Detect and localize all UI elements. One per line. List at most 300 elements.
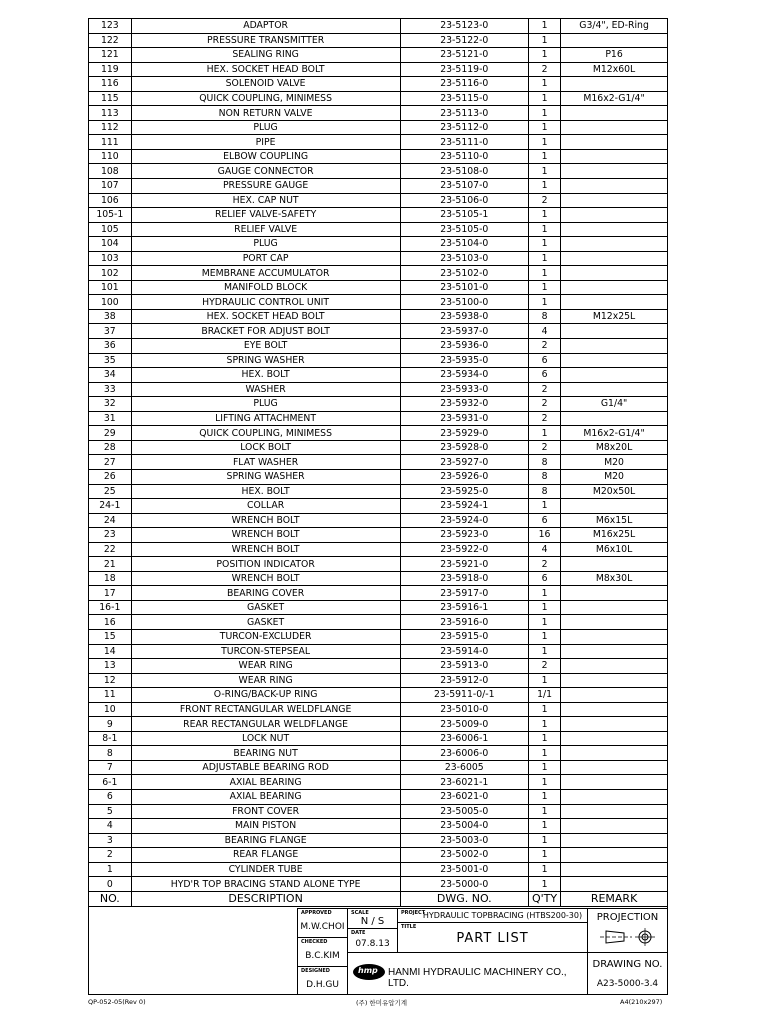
table-row	[89, 600, 667, 615]
cell-no: 21	[89, 557, 131, 572]
cell-dwg: 23-5113-0	[400, 106, 528, 121]
cell-remark	[561, 848, 667, 863]
table-row	[89, 484, 667, 499]
cell-remark	[561, 179, 667, 194]
cell-remark	[561, 775, 667, 790]
cell-no: 1	[89, 862, 131, 877]
cell-desc: NON RETURN VALVE	[131, 106, 400, 121]
cell-qty: 1	[529, 644, 561, 659]
cell-dwg: 23-5916-0	[400, 615, 528, 630]
cell-remark	[561, 499, 667, 514]
cell-no: 26	[89, 469, 131, 484]
cell-qty: 1	[529, 586, 561, 601]
cell-qty: 8	[529, 469, 561, 484]
cell-desc: TURCON-STEPSEAL	[131, 644, 400, 659]
cell-qty: 1	[529, 106, 561, 121]
cell-remark: M6x10L	[561, 542, 667, 557]
table-row	[89, 77, 667, 92]
cell-desc: TURCON-EXCLUDER	[131, 629, 400, 644]
cell-dwg: 23-5112-0	[400, 120, 528, 135]
cell-dwg: 23-5116-0	[400, 77, 528, 92]
cell-no: 4	[89, 819, 131, 834]
cell-desc: PLUG	[131, 397, 400, 412]
cell-desc: HEX. SOCKET HEAD BOLT	[131, 309, 400, 324]
cell-no: 100	[89, 295, 131, 310]
cell-no: 106	[89, 193, 131, 208]
cell-dwg: 23-5009-0	[400, 717, 528, 732]
table-row	[89, 324, 667, 339]
table-row	[89, 48, 667, 63]
cell-qty: 1	[529, 135, 561, 150]
cell-remark	[561, 77, 667, 92]
table-row	[89, 673, 667, 688]
cell-dwg: 23-5937-0	[400, 324, 528, 339]
table-row	[89, 62, 667, 77]
cell-remark: M12x25L	[561, 309, 667, 324]
cell-dwg: 23-5102-0	[400, 266, 528, 281]
cell-dwg: 23-5932-0	[400, 397, 528, 412]
cell-dwg: 23-5931-0	[400, 411, 528, 426]
cell-remark	[561, 222, 667, 237]
cell-desc: ELBOW COUPLING	[131, 149, 400, 164]
header-no: NO.	[89, 891, 131, 906]
table-row	[89, 135, 667, 150]
company-name: HANMI HYDRAULIC MACHINERY CO., LTD.	[388, 967, 567, 989]
cell-qty: 8	[529, 309, 561, 324]
table-row	[89, 426, 667, 441]
cell-dwg: 23-5927-0	[400, 455, 528, 470]
cell-desc: SPRING WASHER	[131, 353, 400, 368]
cell-desc: REAR FLANGE	[131, 848, 400, 863]
cell-desc: PRESSURE TRANSMITTER	[131, 33, 400, 48]
cell-qty: 6	[529, 571, 561, 586]
cell-no: 16	[89, 615, 131, 630]
cell-qty: 1	[529, 789, 561, 804]
cell-qty: 1	[529, 629, 561, 644]
date-cell: DATE 07.8.13	[347, 928, 397, 952]
table-row	[89, 877, 667, 892]
cell-no: 11	[89, 688, 131, 703]
cell-dwg: 23-5934-0	[400, 368, 528, 383]
cell-remark	[561, 819, 667, 834]
cell-desc: BEARING FLANGE	[131, 833, 400, 848]
title-cell: TITLE PART LIST	[397, 922, 587, 952]
drawing-no-cell	[587, 952, 667, 994]
cell-dwg: 23-5915-0	[400, 629, 528, 644]
cell-remark	[561, 149, 667, 164]
drawing-no-label: DRAWING NO.	[592, 959, 663, 970]
company-korean: (주) 한미유압기계	[356, 999, 408, 1007]
cell-remark: M20x50L	[561, 484, 667, 499]
cell-no: 35	[89, 353, 131, 368]
table-row	[89, 789, 667, 804]
cell-dwg: 23-5911-0/-1	[400, 688, 528, 703]
cell-remark: M8x20L	[561, 440, 667, 455]
table-row	[89, 746, 667, 761]
table-row	[89, 295, 667, 310]
cell-dwg: 23-6006-0	[400, 746, 528, 761]
cell-qty: 1	[529, 77, 561, 92]
projection-label: PROJECTION	[596, 912, 659, 923]
cell-desc: HEX. BOLT	[131, 484, 400, 499]
cell-desc: WEAR RING	[131, 673, 400, 688]
table-row	[89, 760, 667, 775]
paper-size: A4(210x297)	[620, 998, 663, 1006]
table-row	[89, 819, 667, 834]
cell-desc: HYD'R TOP BRACING STAND ALONE TYPE	[131, 877, 400, 892]
cell-dwg: 23-5105-0	[400, 222, 528, 237]
table-row	[89, 164, 667, 179]
cell-remark: M12x60L	[561, 62, 667, 77]
cell-dwg: 23-5100-0	[400, 295, 528, 310]
cell-dwg: 23-5122-0	[400, 33, 528, 48]
cell-remark: G1/4"	[561, 397, 667, 412]
project-value: HYDRAULIC TOPBRACING (HTBS200-30)	[422, 911, 583, 920]
cell-desc: PIPE	[131, 135, 400, 150]
cell-remark	[561, 368, 667, 383]
cell-no: 121	[89, 48, 131, 63]
table-row	[89, 731, 667, 746]
header-qty: Q'TY	[529, 891, 561, 906]
table-row	[89, 397, 667, 412]
table-row	[89, 615, 667, 630]
cell-remark: M20	[561, 469, 667, 484]
cell-remark	[561, 33, 667, 48]
cell-no: 29	[89, 426, 131, 441]
cell-desc: WRENCH BOLT	[131, 528, 400, 543]
cell-no: 2	[89, 848, 131, 863]
table-row	[89, 804, 667, 819]
cell-no: 32	[89, 397, 131, 412]
cell-remark	[561, 746, 667, 761]
cell-qty: 6	[529, 368, 561, 383]
cell-no: 38	[89, 309, 131, 324]
cell-desc: PLUG	[131, 120, 400, 135]
projection-symbol-icon	[598, 927, 660, 947]
date-value: 07.8.13	[355, 939, 390, 949]
cell-dwg: 23-5104-0	[400, 237, 528, 252]
cell-dwg: 23-5103-0	[400, 251, 528, 266]
cell-qty: 2	[529, 62, 561, 77]
cell-no: 113	[89, 106, 131, 121]
table-row	[89, 106, 667, 121]
table-row	[89, 688, 667, 703]
table-row	[89, 775, 667, 790]
cell-dwg: 23-5004-0	[400, 819, 528, 834]
table-row	[89, 717, 667, 732]
cell-no: 37	[89, 324, 131, 339]
cell-remark	[561, 557, 667, 572]
cell-dwg: 23-5918-0	[400, 571, 528, 586]
checked-cell: CHECKED B.C.KIM	[297, 937, 347, 966]
cell-no: 7	[89, 760, 131, 775]
cell-no: 6	[89, 789, 131, 804]
form-code: QP-052-05(Rev 0)	[88, 998, 146, 1006]
cell-desc: WRENCH BOLT	[131, 542, 400, 557]
cell-remark: M8x30L	[561, 571, 667, 586]
cell-desc: WRENCH BOLT	[131, 513, 400, 528]
cell-qty: 2	[529, 440, 561, 455]
table-row	[89, 368, 667, 383]
table-row	[89, 91, 667, 106]
table-row	[89, 309, 667, 324]
cell-no: 34	[89, 368, 131, 383]
cell-desc: SOLENOID VALVE	[131, 77, 400, 92]
cell-dwg: 23-5921-0	[400, 557, 528, 572]
cell-no: 8	[89, 746, 131, 761]
cell-dwg: 23-5106-0	[400, 193, 528, 208]
cell-qty: 1	[529, 673, 561, 688]
cell-desc: AXIAL BEARING	[131, 775, 400, 790]
cell-remark	[561, 193, 667, 208]
cell-desc: HYDRAULIC CONTROL UNIT	[131, 295, 400, 310]
parts-table	[89, 19, 667, 907]
cell-qty: 1	[529, 33, 561, 48]
cell-dwg: 23-5108-0	[400, 164, 528, 179]
table-row	[89, 862, 667, 877]
cell-remark	[561, 324, 667, 339]
cell-qty: 1	[529, 819, 561, 834]
cell-dwg: 23-5914-0	[400, 644, 528, 659]
cell-no: 24-1	[89, 499, 131, 514]
cell-qty: 2	[529, 339, 561, 354]
cell-dwg: 23-5913-0	[400, 659, 528, 674]
cell-dwg: 23-6021-0	[400, 789, 528, 804]
cell-no: 102	[89, 266, 131, 281]
cell-dwg: 23-5935-0	[400, 353, 528, 368]
cell-no: 33	[89, 382, 131, 397]
cell-qty: 1	[529, 760, 561, 775]
cell-no: 14	[89, 644, 131, 659]
cell-no: 112	[89, 120, 131, 135]
cell-dwg: 23-5933-0	[400, 382, 528, 397]
table-row	[89, 440, 667, 455]
cell-desc: GAUGE CONNECTOR	[131, 164, 400, 179]
cell-desc: O-RING/BACK-UP RING	[131, 688, 400, 703]
table-row	[89, 659, 667, 674]
header-remark: REMARK	[561, 891, 667, 906]
cell-qty: 1	[529, 179, 561, 194]
table-row	[89, 571, 667, 586]
table-row	[89, 266, 667, 281]
cell-dwg: 23-5105-1	[400, 208, 528, 223]
cell-remark	[561, 295, 667, 310]
cell-qty: 1	[529, 149, 561, 164]
table-row	[89, 251, 667, 266]
cell-no: 9	[89, 717, 131, 732]
cell-desc: MAIN PISTON	[131, 819, 400, 834]
cell-desc: PLUG	[131, 237, 400, 252]
table-row	[89, 237, 667, 252]
cell-desc: FLAT WASHER	[131, 455, 400, 470]
table-row	[89, 339, 667, 354]
cell-qty: 1/1	[529, 688, 561, 703]
cell-qty: 1	[529, 862, 561, 877]
cell-no: 110	[89, 149, 131, 164]
cell-remark	[561, 760, 667, 775]
designed-name: D.H.GU	[306, 980, 339, 990]
cell-qty: 1	[529, 19, 561, 33]
cell-qty: 1	[529, 804, 561, 819]
cell-desc: MEMBRANE ACCUMULATOR	[131, 266, 400, 281]
cell-remark	[561, 789, 667, 804]
cell-dwg: 23-5123-0	[400, 19, 528, 33]
cell-qty: 1	[529, 615, 561, 630]
table-row	[89, 193, 667, 208]
cell-remark: P16	[561, 48, 667, 63]
cell-remark: M16x2-G1/4"	[561, 91, 667, 106]
cell-dwg: 23-5917-0	[400, 586, 528, 601]
table-row	[89, 455, 667, 470]
cell-no: 5	[89, 804, 131, 819]
cell-remark	[561, 644, 667, 659]
cell-no: 13	[89, 659, 131, 674]
cell-no: 123	[89, 19, 131, 33]
logo-text: hmp	[358, 966, 378, 975]
cell-desc: REAR RECTANGULAR WELDFLANGE	[131, 717, 400, 732]
cell-desc: BEARING NUT	[131, 746, 400, 761]
table-row	[89, 629, 667, 644]
cell-qty: 1	[529, 600, 561, 615]
cell-desc: ADAPTOR	[131, 19, 400, 33]
cell-desc: HEX. SOCKET HEAD BOLT	[131, 62, 400, 77]
cell-remark	[561, 266, 667, 281]
approved-cell: APPROVED M.W.CHOI	[297, 908, 347, 937]
cell-remark	[561, 862, 667, 877]
cell-remark	[561, 731, 667, 746]
cell-remark	[561, 339, 667, 354]
cell-qty: 1	[529, 702, 561, 717]
cell-no: 105	[89, 222, 131, 237]
cell-remark: M6x15L	[561, 513, 667, 528]
cell-desc: SPRING WASHER	[131, 469, 400, 484]
cell-remark	[561, 688, 667, 703]
cell-no: 16-1	[89, 600, 131, 615]
table-row	[89, 586, 667, 601]
cell-desc: MANIFOLD BLOCK	[131, 280, 400, 295]
cell-remark: M20	[561, 455, 667, 470]
cell-dwg: 23-5107-0	[400, 179, 528, 194]
cell-no: 3	[89, 833, 131, 848]
cell-desc: PRESSURE GAUGE	[131, 179, 400, 194]
cell-remark	[561, 251, 667, 266]
cell-desc: FRONT COVER	[131, 804, 400, 819]
cell-qty: 1	[529, 237, 561, 252]
cell-desc: GASKET	[131, 600, 400, 615]
table-row	[89, 833, 667, 848]
cell-qty: 16	[529, 528, 561, 543]
cell-qty: 1	[529, 731, 561, 746]
cell-dwg: 23-6005	[400, 760, 528, 775]
cell-dwg: 23-5115-0	[400, 91, 528, 106]
cell-remark	[561, 164, 667, 179]
cell-remark	[561, 135, 667, 150]
cell-dwg: 23-5110-0	[400, 149, 528, 164]
cell-no: 103	[89, 251, 131, 266]
scale-value: N / S	[360, 916, 385, 927]
table-row	[89, 499, 667, 514]
cell-dwg: 23-5929-0	[400, 426, 528, 441]
cell-qty: 1	[529, 91, 561, 106]
title-value: PART LIST	[456, 931, 529, 946]
cell-dwg: 23-5119-0	[400, 62, 528, 77]
cell-no: 111	[89, 135, 131, 150]
cell-remark: M16x25L	[561, 528, 667, 543]
cell-qty: 1	[529, 222, 561, 237]
cell-qty: 1	[529, 848, 561, 863]
cell-qty: 8	[529, 484, 561, 499]
header-dwg: DWG. NO.	[400, 891, 528, 906]
cell-dwg: 23-5912-0	[400, 673, 528, 688]
cell-qty: 1	[529, 164, 561, 179]
cell-qty: 1	[529, 717, 561, 732]
cell-desc: LOCK NUT	[131, 731, 400, 746]
cell-desc: WRENCH BOLT	[131, 571, 400, 586]
table-row	[89, 19, 667, 33]
cell-qty: 2	[529, 557, 561, 572]
cell-no: 119	[89, 62, 131, 77]
drawing-no-value: A23-5000-3.4	[596, 979, 659, 989]
cell-dwg: 23-5000-0	[400, 877, 528, 892]
header-row	[89, 891, 667, 906]
cell-qty: 1	[529, 833, 561, 848]
cell-dwg: 23-5001-0	[400, 862, 528, 877]
table-row	[89, 848, 667, 863]
cell-desc: RELIEF VALVE-SAFETY	[131, 208, 400, 223]
cell-remark	[561, 208, 667, 223]
cell-desc: FRONT RECTANGULAR WELDFLANGE	[131, 702, 400, 717]
cell-qty: 1	[529, 775, 561, 790]
cell-no: 101	[89, 280, 131, 295]
cell-no: 6-1	[89, 775, 131, 790]
cell-desc: QUICK COUPLING, MINIMESS	[131, 91, 400, 106]
cell-dwg: 23-5925-0	[400, 484, 528, 499]
cell-remark	[561, 353, 667, 368]
cell-dwg: 23-6006-1	[400, 731, 528, 746]
table-row	[89, 120, 667, 135]
cell-desc: POSITION INDICATOR	[131, 557, 400, 572]
cell-dwg: 23-5938-0	[400, 309, 528, 324]
cell-no: 15	[89, 629, 131, 644]
cell-remark	[561, 702, 667, 717]
cell-dwg: 23-5111-0	[400, 135, 528, 150]
cell-no: 22	[89, 542, 131, 557]
cell-remark	[561, 877, 667, 892]
company-cell	[347, 952, 587, 994]
cell-dwg: 23-5924-1	[400, 499, 528, 514]
cell-dwg: 23-5923-0	[400, 528, 528, 543]
cell-remark	[561, 804, 667, 819]
cell-qty: 1	[529, 280, 561, 295]
cell-remark	[561, 659, 667, 674]
cell-remark	[561, 717, 667, 732]
cell-qty: 4	[529, 324, 561, 339]
cell-desc: RELIEF VALVE	[131, 222, 400, 237]
table-row	[89, 33, 667, 48]
cell-no: 105-1	[89, 208, 131, 223]
cell-desc: BRACKET FOR ADJUST BOLT	[131, 324, 400, 339]
cell-no: 25	[89, 484, 131, 499]
table-row	[89, 702, 667, 717]
cell-remark: G3/4", ED-Ring	[561, 19, 667, 33]
cell-qty: 1	[529, 295, 561, 310]
cell-no: 107	[89, 179, 131, 194]
table-row	[89, 469, 667, 484]
designed-cell: DESIGNED D.H.GU	[297, 966, 347, 994]
table-row	[89, 280, 667, 295]
cell-dwg: 23-5005-0	[400, 804, 528, 819]
cell-no: 122	[89, 33, 131, 48]
